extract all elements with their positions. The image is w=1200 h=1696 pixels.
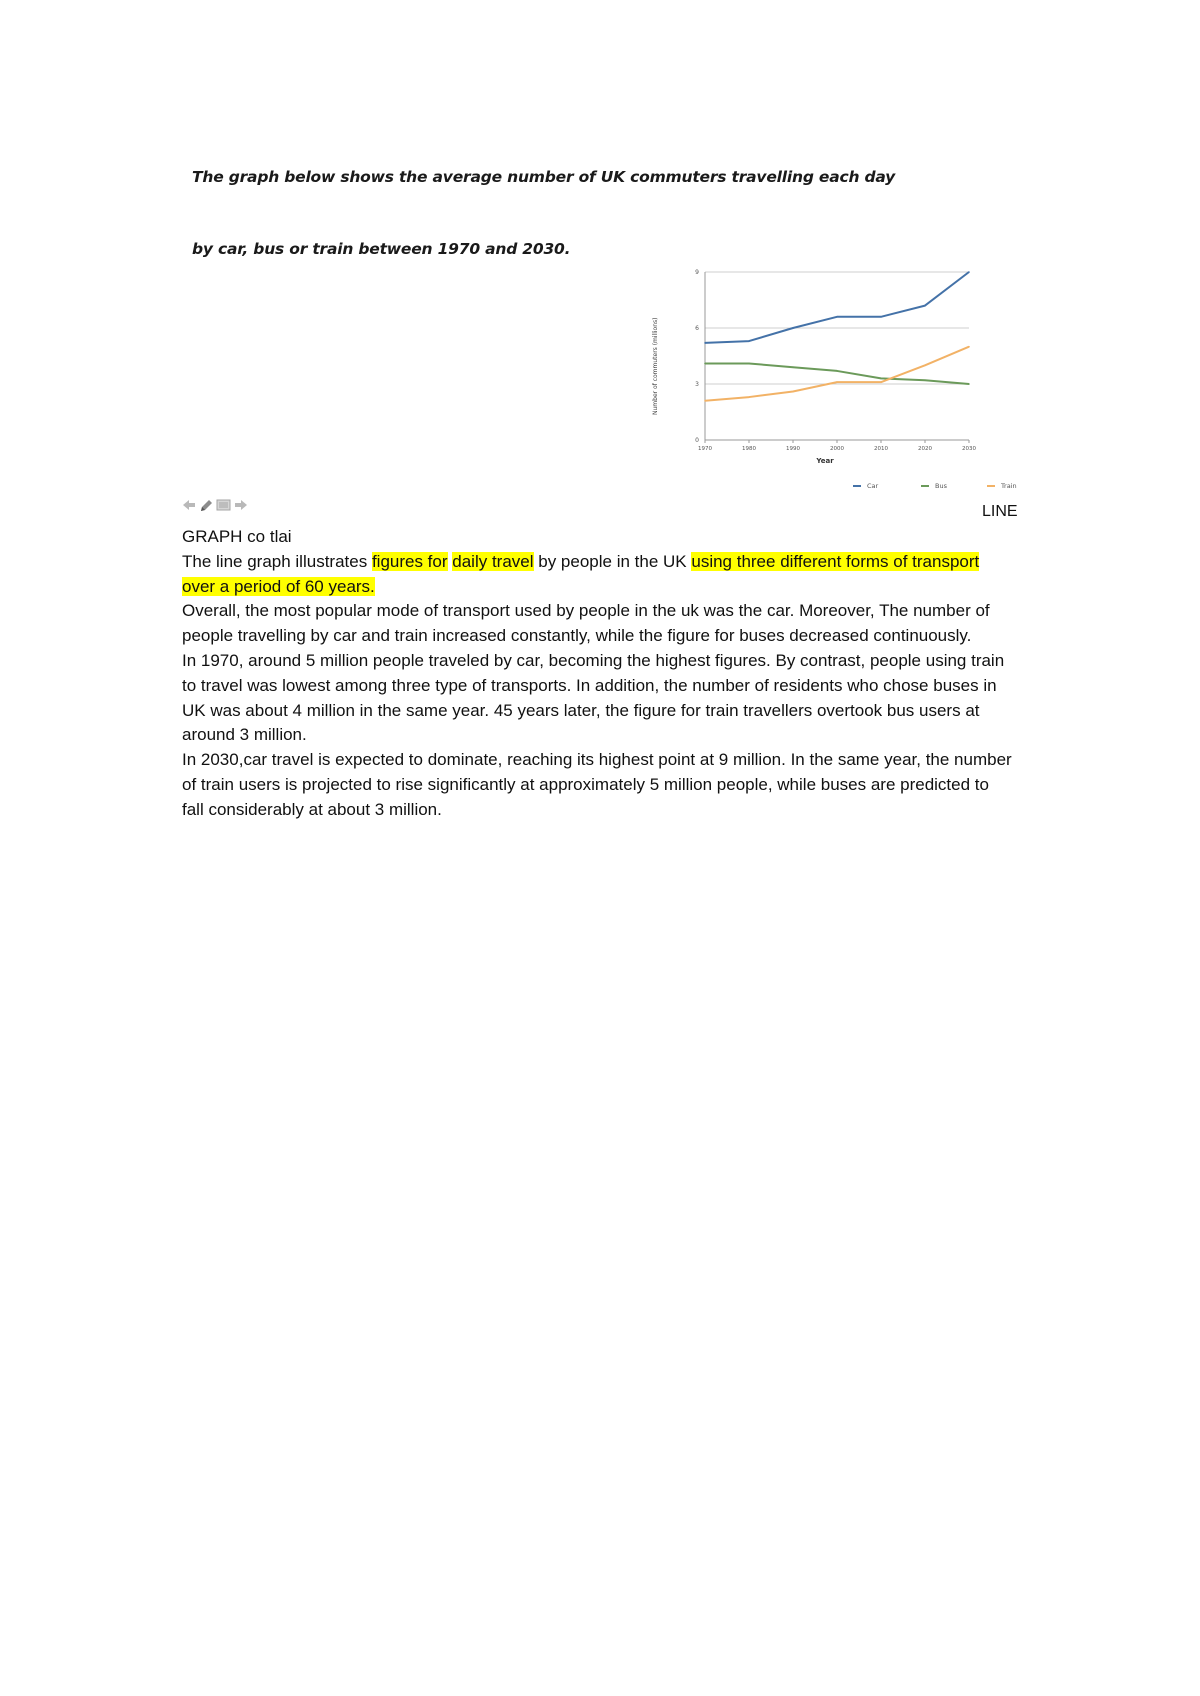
y-tick-label: 6 bbox=[695, 325, 699, 332]
x-tick-label: 2000 bbox=[830, 446, 844, 452]
y-tick-labels bbox=[695, 269, 699, 444]
chart-type-note: LINE bbox=[982, 503, 1018, 520]
data-point-train bbox=[748, 396, 750, 398]
data-point-train bbox=[792, 391, 794, 393]
picture-icon[interactable] bbox=[216, 498, 231, 512]
data-point-bus bbox=[924, 379, 926, 381]
y-tick-label: 3 bbox=[695, 381, 699, 388]
chart-gridlines bbox=[705, 272, 969, 384]
chart-series bbox=[704, 271, 970, 401]
image-toolbar bbox=[182, 498, 248, 512]
data-point-bus bbox=[836, 370, 838, 372]
data-point-bus bbox=[880, 378, 882, 380]
x-tick-label: 1970 bbox=[698, 446, 712, 452]
pencil-icon[interactable] bbox=[199, 498, 214, 512]
line-chart bbox=[652, 262, 1017, 498]
essay-body-paragraph-1: In 1970, around 5 million people traveled by car, becoming the highest figures. By contrast, people using train to travel was lowest among three type of transports. In addition, the number of residents who chose buses in UK was about 4 million in the same year. 45 years later, the figure for train travellers overtook bus users at around 3 million. bbox=[182, 650, 1005, 745]
highlighted-text: figures for bbox=[371, 551, 448, 571]
y-axis-label: Number of commuters (millions) bbox=[652, 317, 659, 415]
series-line-train bbox=[705, 347, 969, 401]
legend-label-bus: Bus bbox=[935, 482, 947, 490]
task-prompt-line-2: by car, bus or train between 1970 and 2030. bbox=[192, 240, 571, 258]
paragraph-text: The line graph illustrates bbox=[182, 551, 372, 571]
forward-arrow-icon[interactable] bbox=[233, 498, 248, 512]
y-tick-label: 9 bbox=[695, 269, 699, 276]
essay-intro-paragraph bbox=[182, 550, 1012, 600]
legend-label-car: Car bbox=[867, 482, 879, 490]
legend-label-train: Train bbox=[1001, 482, 1017, 490]
x-tick-label: 1980 bbox=[742, 446, 756, 452]
x-tick-labels bbox=[698, 446, 976, 452]
data-point-train bbox=[924, 365, 926, 367]
paragraph-text: by people in the UK bbox=[533, 551, 692, 571]
series-line-bus bbox=[705, 363, 969, 384]
back-arrow-icon[interactable] bbox=[182, 498, 197, 512]
data-point-train bbox=[880, 381, 882, 383]
highlighted-text: daily travel bbox=[452, 551, 534, 571]
data-point-bus bbox=[968, 383, 970, 385]
x-tick-label: 2020 bbox=[918, 446, 932, 452]
data-point-train bbox=[836, 381, 838, 383]
data-point-car bbox=[704, 342, 706, 344]
data-point-car bbox=[836, 316, 838, 318]
essay-body-paragraph-2: In 2030,car travel is expected to dominate, reaching its highest point at 9 million. In the same year, the number of train users is projected to rise significantly at approximately 5 million people, while buses are predicted to fall considerably at about 3 million. bbox=[182, 750, 1012, 819]
data-point-bus bbox=[748, 363, 750, 365]
data-point-car bbox=[792, 327, 794, 329]
essay-text bbox=[182, 525, 1012, 823]
data-point-car bbox=[880, 316, 882, 318]
data-point-bus bbox=[792, 366, 794, 368]
data-point-train bbox=[704, 400, 706, 402]
x-tick-label: 2030 bbox=[962, 446, 976, 452]
chart-legend bbox=[853, 482, 1017, 490]
data-point-car bbox=[924, 305, 926, 307]
data-point-bus bbox=[704, 363, 706, 365]
chart-axes bbox=[705, 272, 969, 443]
highlighted-text: using three different forms of transport over a period of 60 years. bbox=[182, 551, 980, 596]
x-axis-label: Year bbox=[816, 457, 834, 465]
x-tick-label: 1990 bbox=[786, 446, 800, 452]
data-point-car bbox=[968, 271, 970, 273]
essay-heading: GRAPH co tlai bbox=[182, 527, 292, 546]
x-tick-label: 2010 bbox=[874, 446, 888, 452]
task-prompt-line-1: The graph below shows the average number of UK commuters travelling each day bbox=[192, 168, 896, 186]
series-line-car bbox=[705, 272, 969, 343]
essay-overview-paragraph: Overall, the most popular mode of transport used by people in the uk was the car. Moreover, The number of people travelling by car and train increased constantly, while the figure for buses decreased continuously. bbox=[182, 601, 990, 646]
data-point-train bbox=[968, 346, 970, 348]
y-tick-label: 0 bbox=[695, 437, 699, 444]
data-point-car bbox=[748, 340, 750, 342]
